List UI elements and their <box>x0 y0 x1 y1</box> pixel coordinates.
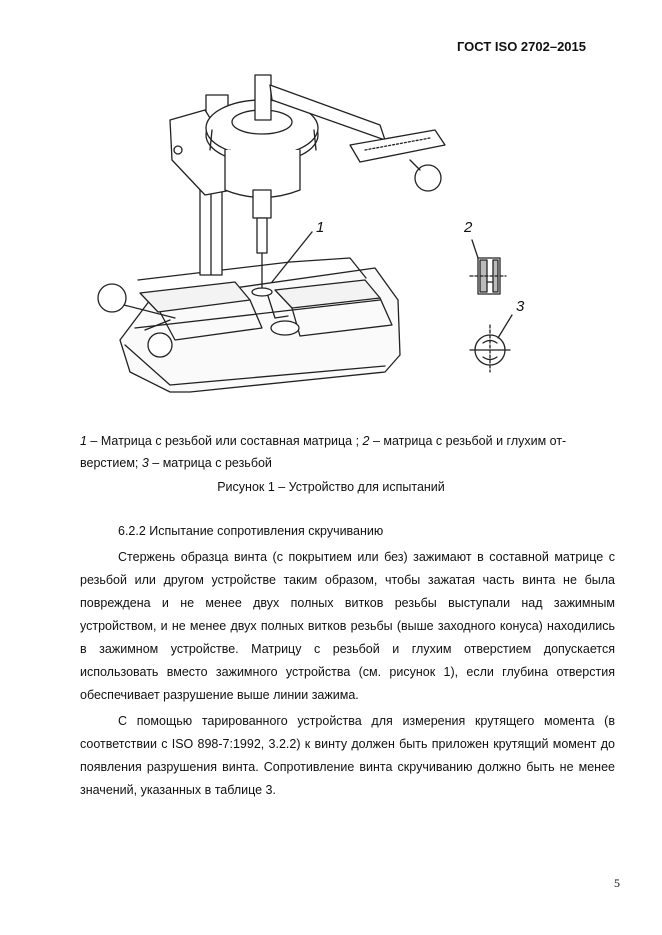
paragraph-1-text: Стержень образца винта (с покрытием или без) зажимают в составной матрице с резьбой или другом устройстве таким образом, чтобы зажатая часть винта не была повреждена и не менее двух полных витков резьбы выступали над зажимным устройством, и не менее двух полных витков резьбы (выше заходного конуса) находились в зажимном устройстве. Матрицу с резьбой и глухим отверстием допускается использовать вместо зажимного устройства (см. рисунок 1), если глубина отверстия обеспечивает разрушение выше линии зажима. <box>80 550 615 702</box>
legend-num-2: 2 <box>362 434 370 448</box>
clamping-cup <box>271 321 299 335</box>
paragraph-2 <box>80 710 615 802</box>
figure-legend <box>80 430 600 474</box>
test-device-figure <box>0 0 662 430</box>
section-heading: 6.2.2 Испытание сопротивления скручиванию <box>118 524 384 538</box>
legend-num-3: 3 <box>141 456 149 470</box>
paragraph-1 <box>80 546 615 707</box>
paragraph-2-text: С помощью тарированного устройства для измерения крутящего момента (в соответствии с ISO 898-7:1992, 3.2.2) к винту должен быть приложен крутящий момент до появления разрушения винта. Сопротивление винта скручиванию должно быть не менее значений, указанных в таблице 3. <box>80 714 615 797</box>
vise-knob-front <box>148 333 172 357</box>
legend-text-2: – матрица с резьбой и глухим от- <box>369 434 567 448</box>
legend-text-1: – Матрица с резьбой или составная матрица ; <box>86 434 363 448</box>
figure-title: Рисунок 1 – Устройство для испытаний <box>217 480 445 494</box>
torque-dial <box>350 130 445 162</box>
detail-threaded-die-blind-hole <box>470 240 506 294</box>
detail-threaded-die <box>470 315 512 372</box>
callout-1: 1 <box>316 219 325 236</box>
document-header: ГОСТ ISO 2702–2015 <box>456 39 586 54</box>
vise-knob-left <box>98 284 126 312</box>
page-number: 5 <box>614 876 620 890</box>
callout-3: 3 <box>516 298 525 315</box>
callout-2: 2 <box>464 219 473 236</box>
legend-text-3: верстием; <box>80 456 142 470</box>
legend-text-4: – матрица с резьбой <box>148 456 272 470</box>
legend-num-1: 1 <box>80 434 87 448</box>
